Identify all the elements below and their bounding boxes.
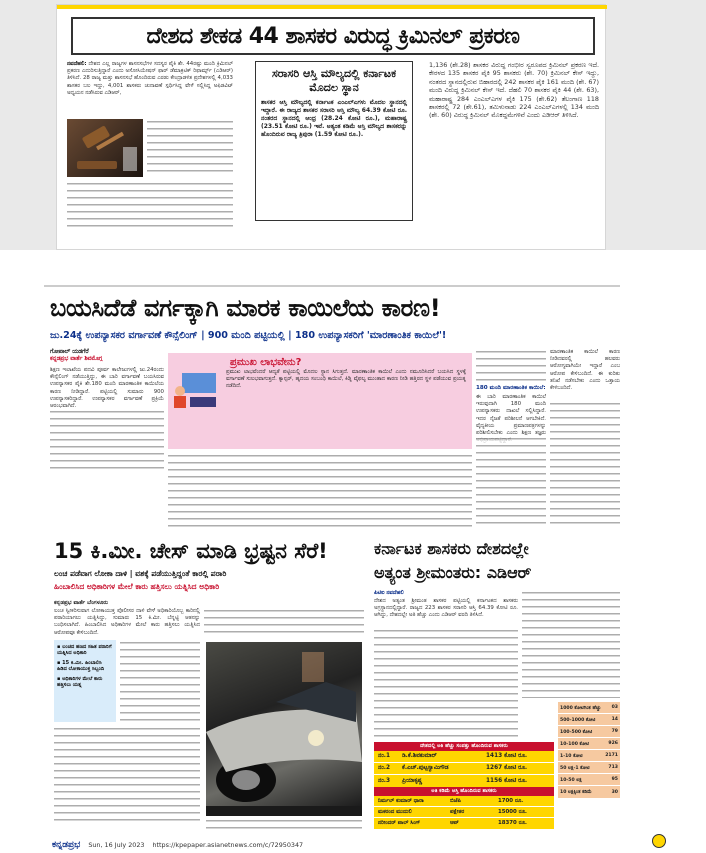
footer-url[interactable]: https://kpepaper.asianetnews.com/c/72950347 bbox=[152, 841, 304, 849]
clip1-col1-lines bbox=[147, 119, 233, 177]
poor-table-header: ಅತಿ ಕಡಿಮೆ ಆಸ್ತಿ ಹೊಂದಿರುವ ಶಾಸಕರು bbox=[374, 787, 554, 796]
clip3-col-lines bbox=[120, 640, 200, 722]
table-row: 10-50 ಲಕ್ಷ 95 bbox=[558, 774, 620, 786]
clip2-col1-lines bbox=[50, 409, 164, 469]
clipping-rich-mlas bbox=[372, 536, 622, 832]
clip3-headline: 15 ಕಿ.ಮೀ. ಚೇಸ್‌ ಮಾಡಿ ಭ್ರಷ್ಟನ ಸೆರೆ! bbox=[54, 539, 328, 563]
presentation-icon bbox=[172, 371, 220, 409]
clip2-subtitle: 180 ಮಂದಿ ಮಾರಣಾಂತಿಕ ಕಾಯಿಲೆ: bbox=[476, 385, 546, 391]
table-row: 1-10 ಕೋಟಿ 2171 bbox=[558, 750, 620, 762]
clipping-disease-transfer bbox=[44, 285, 620, 531]
clip2-col4: ಮಾರಣಾಂತಿಕ ಕಾಯಿಲೆ ಕಾರಣ ನೀಡಿದವರಲ್ಲಿ ಹಲವರು ಆರೋಗ್ಯವಾಗಿಯೇ ಇದ್ದಾರೆ ಎಂಬ ಆರೋಪ ಕೇಳಿಬಂದಿದೆ. ಈ ಕುರಿತು ತನಿಖೆ ನಡೆಸಬೇಕು ಎಂದು ಒತ್ತಾಯ ಕೇಳಿಬಂದಿದೆ. bbox=[550, 349, 620, 527]
clip3-text-lines bbox=[204, 608, 364, 636]
headline-box bbox=[71, 17, 595, 55]
table-row: ನಂ.1 ಡಿ.ಕೆ.ಶಿವಕುಮಾರ್‌ 1413 ಕೋಟಿ ರೂ. bbox=[374, 751, 554, 763]
clip4-lines bbox=[374, 628, 518, 740]
clip2-headline: ಬಯಸಿದೆಡೆ ವರ್ಗಕ್ಕಾಗಿ ಮಾರಕ ಕಾಯಿಲೆಯ ಕಾರಣ! bbox=[50, 294, 441, 322]
clip1-headline: ದೇಶದ ಶೇಕಡ 44 ಶಾಸಕರ ವಿರುದ್ಧ ಕ್ರಿಮಿನಲ್‌ ಪ್ರಕರಣ bbox=[146, 23, 520, 49]
benefit-box-title: ಪ್ರಮುಖ ಲಾಭವೇನು? bbox=[230, 357, 302, 368]
clip4-right-lines bbox=[522, 590, 620, 698]
table-row: 1000 ಕೋಟಿಗಿಂತ ಹೆಚ್ಚು 03 bbox=[558, 702, 620, 714]
gavel-image bbox=[67, 119, 143, 177]
rich-table-header: ದೇಶದಲ್ಲಿ ಅತಿ ಹೆಚ್ಚು ಸಂಪತ್ತು ಹೊಂದಿರುವ ಶಾಸಕರು bbox=[374, 742, 554, 751]
clip2-subhead: ಜು.24ಕ್ಕೆ ಉಪನ್ಯಾಸಕರ ವರ್ಗಾವಣೆ ಕೌನ್ಸೆಲಿಂಗ್‌ | 900 ಮಂದಿ ಪಟ್ಟಿಯಲ್ಲಿ | 180 ಉಪನ್ಯಾಸಕರಿಗೆ 'ಮಾರಣಾಂತಿಕ ಕಾಯಿಲೆ'! bbox=[50, 330, 447, 341]
clip4-headline-line2: ಅತ್ಯಂತ ಶ್ರೀಮಂತರು: ಎಡಿಆರ್‌ bbox=[374, 563, 532, 582]
benefit-box bbox=[168, 353, 472, 449]
clipping-bribery-chase bbox=[52, 536, 366, 832]
car-photo bbox=[206, 642, 362, 806]
table-row: 10-100 ಕೋಟಿ 926 bbox=[558, 738, 620, 750]
table-row: ನರೀಂದರ್‌ ಪಾಲ್‌ ಸಿಂಗ್‌ ಆಪ್‌ 18370 ರೂ. bbox=[374, 818, 554, 829]
box-title: ಸರಾಸರಿ ಆಸ್ತಿ ಮೌಲ್ಯದಲ್ಲಿ ಕರ್ನಾಟಕ ಮೊದಲ ಸ್ಥಾನ bbox=[271, 67, 397, 94]
kp-badge-icon bbox=[652, 834, 666, 848]
clip3-bottom-lines bbox=[54, 726, 200, 822]
table-row: 500-1000 ಕೋಟಿ 14 bbox=[558, 714, 620, 726]
clip1-col1-lines-lower bbox=[67, 181, 233, 231]
clip2-col3: 180 ಮಂದಿ ಮಾರಣಾಂತಿಕ ಕಾಯಿಲೆ: ಈ ಬಾರಿ ಮಾರಣಾಂತಿಕ ಕಾಯಿಲೆ ಇರುವುದಾಗಿ 180 ಮಂದಿ ಉಪನ್ಯಾಸಕರು ದಾಖಲೆ ಸಲ್ಲಿಸಿದ್ದಾರೆ. ಇದರ ನೈಜತೆ ಪರಿಶೀಲನೆ ಆಗಬೇಕಿದೆ. ವೈದ್ಯಕೀಯ ಪ್ರಮಾಣಪತ್ರಗಳನ್ನು ಪರಿಶೀಲಿಸಬೇಕು ಎಂದು ಶಿಕ್ಷಣ ತಜ್ಞರು bbox=[476, 349, 546, 527]
clip2-byline: ಗೋಪಾಲ್‌ ಯಡಗೆರೆ ಕನ್ನಡಪ್ರಭ ವಾರ್ತೆ ಶಿವಮೊಗ್ಗ bbox=[50, 349, 103, 362]
clip2-col1: ಶಿಕ್ಷಣ ಇಲಾಖೆಯ ಪದವಿ ಪೂರ್ವ ಕಾಲೇಜುಗಳಲ್ಲಿ ಜು.24ರಂದು ಕೌನ್ಸೆಲಿಂಗ್‌ ನಡೆಯುತ್ತಿದ್ದು, ಈ ಬಾರಿ ವರ್ಗಾವಣೆ ಬಯಸಿರುವ ಉಪನ್ಯಾಸಕರ ಪೈಕಿ ಶೇ.180 ಮಂದಿ ಮಾರಣಾಂತಿಕ ಕಾಯಿಲೆಯ ಕಾರಣ ನೀಡಿದ್ದಾರೆ. ಪಟ್ಟಿಯಲ್ಲಿ ಸುಮಾರು 900 ಉಪನ್ಯಾಸಕರಿದ್ದಾರೆ. ಉಪನ್ಯಾಸಕರ ವರ್ಗಾವಣೆ ಪ್ರಕ್ರಿಯೆ ಆರಂಭವಾಗಿದೆ. bbox=[50, 367, 164, 410]
clip3-sub1: ಲಂಚ ಪಡೆವಾಗ ಲೋಕಾ ದಾಳಿ | ವಶಕ್ಕೆ ಪಡೆಯುತ್ತಿದ್ದಂತೆ ಕಾರಲ್ಲಿ ಪರಾರಿ bbox=[54, 569, 227, 578]
footer-bar bbox=[52, 838, 622, 852]
box-text: ಶಾಸಕರ ಆಸ್ತಿ ಮೌಲ್ಯದಲ್ಲಿ ಕರ್ನಾಟಕ ಎಂಎಲ್‌ಎಗಳು ಮೊದಲ ಸ್ಥಾನದಲ್ಲಿ ಇದ್ದಾರೆ. ಈ ರಾಜ್ಯದ ಶಾಸಕರ ಸರಾಸರಿ ಆಸ್ತಿ ಮೌಲ್ಯ 64.39 ಕೋಟಿ ರೂ. ನಂತರದ ಸ್ಥಾನದಲ್ಲಿ ಆಂಧ್ರ (28.24 ಕೋಟಿ ರೂ.), ಮಹಾರಾಷ್ಟ್ರ (23.51 ಕೋಟಿ ರೂ.) ಇವೆ. ಅತ್ಯಂತ ಕಡಿಮೆ ಆಸ್ತಿ ಮೌಲ್ಯದ ಶಾಸಕರನ್ನು ಹೊಂದಿರುವ ರಾಜ್ಯ ತ್ರಿಪುರಾ (1.59 ಕೋಟಿ ರೂ.). bbox=[261, 99, 407, 138]
clip1-col3: 1,136 (ಶೇ.28) ಶಾಸಕರ ವಿರುದ್ಧ ಗಂಭೀರ ಸ್ವರೂಪದ ಕ್ರಿಮಿನಲ್‌ ಪ್ರಕರಣ ಇದೆ. ಕೇರಳದ 135 ಶಾಸಕರ ಪೈಕಿ 95 ಶಾಸಕರು (ಶೇ. 70) ಕ್ರಿಮಿನಲ್‌ ಕೇಸ್‌ ಇದ್ದು, ನಂತರದ ಸ್ಥಾನದಲ್ಲಿರುವ ಬಿಹಾರದಲ್ಲಿ 242 ಶಾಸಕರ ಪೈಕಿ 161 ಮಂದಿ (ಶೇ. 67) ಮಂದಿ ವಿರುದ್ಧ ಕ್ರಿಮಿನಲ್‌ ಕೇಸ್‌ ಇದೆ. ದೆಹಲಿ 70 ಶಾಸಕರ ಪೈಕಿ 44 (ಶೇ. 63), ಮಹಾರಾಷ್ಟ್ರ 284 ಎಂಎಲ್‌ಎಗಳ ಪೈಕಿ 175 (ಶೇ.62) ತೆಲಂಗಾಣ 118 ಶಾಸಕರಲ್ಲಿ 72 (ಶೇ.61), ತಮಿಳುನಾಡು 224 ಎಂಎಲ್‌ಎಗಳಲ್ಲಿ 134 ಮಂದಿ (ಶೇ. 60) ವಿರುದ್ಧ ಕ್ರಿಮಿನಲ್‌ ಮೊಕದ್ದಮೆಗಳಿವೆ ಎಂದು ಎಡಿಆರ್‌ ತಿಳಿಸಿದೆ. bbox=[429, 61, 599, 120]
footer-date: Sun, 16 July 2023 bbox=[88, 841, 145, 849]
clip4-text: ದೇಶದ ಅತ್ಯಂತ ಶ್ರೀಮಂತ ಶಾಸಕರ ಪಟ್ಟಿಯಲ್ಲಿ ಕರ್ನಾಟಕದ ಶಾಸಕರು ಅಗ್ರಸ್ಥಾನದಲ್ಲಿದ್ದಾರೆ. ರಾಜ್ಯದ 223 ಶಾಸಕರ ಸರಾಸರಿ ಆಸ್ತಿ 64.39 ಕೋಟಿ ರೂ. ಆಗಿದ್ದು, ದೇಶದಲ್ಲೇ ಅತಿ ಹೆಚ್ಚು ಎಂದು ಎಡಿಆರ್‌ ವರದಿ ತಿಳಿಸಿದೆ. bbox=[374, 598, 518, 619]
clip3-text: ಲಂಚ ಸ್ವೀಕರಿಸುವಾಗ ಲೋಕಾಯುಕ್ತ ಪೊಲೀಸರ ದಾಳಿ ವೇಳೆ ಅಧಿಕಾರಿಯೊಬ್ಬ ಕಾರಿನಲ್ಲಿ ಪರಾರಿಯಾಗಲು ಯತ್ನಿಸಿದ್ದು, ಸುಮಾರು 15 ಕಿ.ಮೀ. ಬೆನ್ನಟ್ಟಿ ಆತನನ್ನು ಬಂಧಿಸಲಾಗಿದೆ. ಹಿಂಬಾಲಿಸಿದ ಅಧಿಕಾರಿಗಳ ಮೇಲೆ ಕಾರು ಹತ್ತಿಸಲು ಯತ್ನಿಸಿದ ಆರೋಪವೂ ಕೇಳಿಬಂದಿದೆ. bbox=[54, 608, 200, 636]
clip1-top-border bbox=[57, 5, 607, 9]
photo-caption bbox=[206, 806, 362, 816]
clip2-mid-lines bbox=[168, 453, 472, 527]
clip4-byline: ಪಿಟಿಐ ನವದೆಹಲಿ bbox=[374, 590, 404, 596]
clip1-col1-text: ದೇಶದ ಎಲ್ಲ ರಾಜ್ಯಗಳ ಶಾಸನಸಭೆಗಳ ಸದಸ್ಯರ ಪೈಕಿ ಶೇ. 44ರಷ್ಟು ಮಂದಿ ಕ್ರಿಮಿನಲ್‌ ಪ್ರಕರಣ ಎದುರಿಸುತ್ತಿದ್ದಾರೆ ಎಂದು ಅಸೋಸಿಯೇಷನ್‌ ಫಾರ್‌ ಡೆಮಾಕ್ರಟಿಕ್‌ ರಿಫಾರ್ಮ್ಸ್‌ (ಎಡಿಆರ್‌) ತಿಳಿಸಿದೆ. 28 ರಾಜ್ಯ ಮತ್ತು ಶಾಸನಸಭೆ ಹೊಂದಿರುವ ಎರಡು ಕೇಂದ್ರಾಡಳಿತ ಪ್ರದೇಶಗಳಲ್ಲಿ 4,033 ಶಾಸಕರ ಬಲ ಇದ್ದು, 4,001 ಶಾಸಕರು ಚುನಾವಣೆ ಸ್ಪರ್ಧಿಸಿದ್ದ ವೇಳೆ ಸಲ್ಲಿಸಿದ್ದ ಅಫಿಡವಿಟ್‌ ಅಧ್ಯಯನ ನಡೆಸಿರುವ ಎಡಿಆರ್‌, bbox=[67, 61, 233, 96]
clip1-col1 bbox=[67, 61, 233, 245]
karnataka-box bbox=[255, 61, 413, 221]
table-row: ಮಕರಂದ ಮುದುಲಿ ಪಕ್ಷೇತರ 15000 ರೂ. bbox=[374, 807, 554, 818]
footer-logo: ಕನ್ನಡಪ್ರಭ bbox=[52, 840, 81, 850]
gavel-icon bbox=[67, 119, 143, 177]
clip3-sub2: ಹಿಂಬಾಲಿಸಿದ ಅಧಿಕಾರಿಗಳ ಮೇಲೆ ಕಾರು ಹತ್ತಿಸಲು ಯತ್ನಿಸಿದ ಅಧಿಕಾರಿ bbox=[54, 582, 220, 591]
clip3-byline: ಕನ್ನಡಪ್ರಭ ವಾರ್ತೆ ಬೆಂಗಳೂರು bbox=[54, 600, 109, 606]
table-row: ನಂ.2 ಕೆ.ಎಚ್‌.ಪುಟ್ಟಸ್ವಾಮಿಗೌಡ 1267 ಕೋಟಿ ರೂ. bbox=[374, 763, 554, 775]
table-row: 10 ಲಕ್ಷಕ್ಕಿಂತ ಕಡಿಮೆ 30 bbox=[558, 786, 620, 798]
benefit-box-text: ಪ್ರಮುಖ ಲಾಭವೆಂದರೆ ಆದ್ಯತೆ ಪಟ್ಟಿಯಲ್ಲಿ ಮೊದಲ ಸ್ಥಾನ ಸಿಗುತ್ತದೆ. ಮಾರಣಾಂತಿಕ ಕಾಯಿಲೆ ಎಂದು ನಮೂದಿಸಿದರೆ ಬಯಸಿದ ಸ್ಥಳಕ್ಕೆ ವರ್ಗಾವಣೆ ಸುಲಭವಾಗುತ್ತದೆ. ಕ್ಯಾನ್ಸರ್‌, ಹೃದಯ ಸಂಬಂಧಿ ಕಾಯಿಲೆ, ಕಿಡ್ನಿ ವೈಫಲ್ಯ ಮುಂತಾದ ಕಾರಣ ನೀಡಿ ಹತ್ತಿರದ ಸ್ಥಳ ಪಡೆಯುವ ಪ್ರಯತ್ನ ನಡೆದಿದೆ. bbox=[226, 369, 466, 390]
clip3-right-bottom-lines bbox=[206, 818, 362, 830]
bullet-item: ▪ ಅಧಿಕಾರಿಗಳ ಮೇಲೆ ಕಾರು ಹತ್ತಿಸಲು ಯತ್ನ bbox=[57, 675, 103, 689]
teacher-illustration bbox=[172, 371, 220, 409]
dateline: ನವದೆಹಲಿ: bbox=[67, 61, 87, 67]
car-image bbox=[206, 642, 362, 806]
table-row: 100-500 ಕೋಟಿ 79 bbox=[558, 726, 620, 738]
bullet-item: ▪ ಲಂಚದ ಹಣದ ಸಹಿತ ಪರಾರಿಗೆ ಯತ್ನಿಸಿದ ಅಧಿಕಾರಿ bbox=[57, 644, 112, 657]
bullet-item: ▪ 15 ಕಿ.ಮೀ. ಹಿಂಬಾಲಿಸಿ ಹಿಡಿದ ಲೋಕಾಯುಕ್ತ ಸಿಬ್ಬಂದಿ bbox=[57, 659, 105, 673]
asset-bracket-table bbox=[558, 702, 620, 798]
clipping-criminal-cases bbox=[56, 4, 606, 250]
table-row: 50 ಲಕ್ಷ-1 ಕೋಟಿ 713 bbox=[558, 762, 620, 774]
table-row: ನಿರ್ಮಲ್‌ ಕುಮಾರ್‌ ಧಾರಾ ಬಿಜೆಪಿ 1700 ರೂ. bbox=[374, 796, 554, 807]
table-row: ನಂ.3 ಪ್ರಿಯಾಕೃಷ್ಣ 1156 ಕೋಟಿ ರೂ. bbox=[374, 775, 554, 787]
bullet-box bbox=[54, 640, 116, 722]
rich-mla-table bbox=[374, 742, 554, 829]
clip4-headline-line1: ಕರ್ನಾಟಕ ಶಾಸಕರು ದೇಶದಲ್ಲೇ bbox=[374, 539, 529, 558]
